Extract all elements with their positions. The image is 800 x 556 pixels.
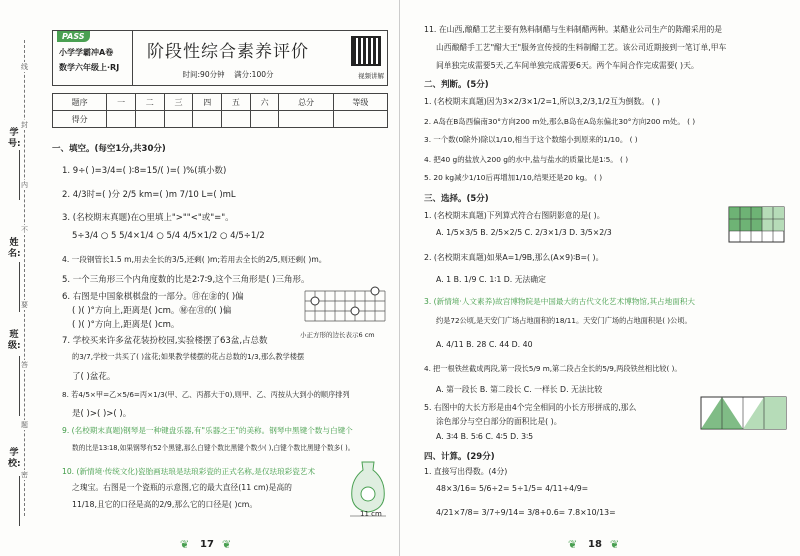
name-label: 姓名:	[8, 238, 21, 259]
table-cell: 四	[193, 94, 222, 111]
page-number: 18	[588, 539, 602, 550]
question-line: A. 1 B. 1/9 C. 1∶1 D. 无法确定	[436, 275, 546, 284]
page-title: 阶段性综合素养评价	[147, 42, 309, 62]
question-line: 9. (名校期末真题)钢琴是一种键盘乐器,有"乐器之王"的美称。钢琴中黑键个数与白键个	[62, 426, 353, 435]
question-line: 4/21×7/8= 3/7÷9/14= 3/8+0.6= 7.8×10/13=	[436, 508, 616, 517]
table-cell: 题序	[53, 94, 107, 111]
grade-label: 数学六年级上·RJ	[59, 63, 120, 72]
score-cell[interactable]	[250, 111, 279, 128]
question-line: 5. 右图中的大长方形是由4个完全相同的小长方形拼成的,那么	[424, 403, 637, 412]
score-cell[interactable]	[279, 111, 333, 128]
cut-text: 内	[21, 181, 28, 189]
score-cell[interactable]	[193, 111, 222, 128]
binding-line	[24, 40, 25, 516]
question-line: 6. 右图是中国象棋棋盘的一部分。㊊在㊎的( )偏	[62, 292, 244, 302]
question-line: 数的比是13∶18,如果钢琴有52个黑键,那么白键个数比黑键个数少( ),白键个数比黑键个数多( )。	[72, 444, 355, 452]
question-line: 2. (名校期末真题)如果A=1/9B,那么(A×9)∶B=( )。	[424, 253, 604, 262]
series-name: 小学学霸冲A卷	[59, 48, 114, 57]
section-heading: 三、选择。(5分)	[424, 194, 489, 204]
score-cell[interactable]	[107, 111, 136, 128]
question-line: A. 1/5×3/5 B. 2/5×2/5 C. 2/3×1/3 D. 3/5×2/3	[436, 228, 612, 237]
table-cell: 五	[222, 94, 251, 111]
question-line: 3. 一个数(0除外)除以1/10,相当于这个数缩小到原来的1/10。 ( )	[424, 135, 638, 144]
page-ornament-icon: ❦	[610, 538, 620, 551]
question-line: 1. 直接写出得数。(4分)	[424, 467, 508, 476]
chessboard-grid	[305, 291, 385, 321]
score-cell[interactable]	[135, 111, 164, 128]
right-page	[400, 0, 800, 556]
cut-text: 题	[21, 421, 28, 429]
chess-piece-icon	[351, 307, 359, 315]
question-line: 5. 一个三角形三个内角度数的比是2∶7∶9,这个三角形是( )三角形。	[62, 275, 310, 285]
score-cell[interactable]	[333, 111, 387, 128]
score-value-row	[53, 111, 388, 128]
question-line: A. 3∶4 B. 5∶6 C. 4∶5 D. 3∶5	[436, 432, 534, 441]
figure-caption: 小正方形的边长表示6 cm	[300, 331, 375, 339]
cut-text: 密	[21, 471, 28, 479]
question-line: 是( )>( )>( )。	[72, 409, 132, 419]
qr-code-icon[interactable]	[351, 36, 381, 66]
question-line: 5. 20 kg减少1/10后再增加1/10,结果还是20 kg。 ( )	[424, 173, 603, 182]
question-line: 约是72公顷,是天安门广场占地面积的18/11。天安门广场的占地面积是( )公顷。	[436, 316, 692, 325]
chess-piece-icon	[371, 287, 379, 295]
binding-margin	[0, 0, 50, 556]
full-score: 满分:100分	[234, 70, 274, 79]
question-line: 3. (新情境·人文素养)故宫博物院是中国最大的古代文化艺术博物馆,其占地面积大	[424, 297, 696, 306]
question-line: 3. (名校期末真题)在○里填上">""<"或"="。	[62, 213, 234, 223]
vase-caption: 11 cm	[360, 510, 382, 518]
table-cell: 一	[107, 94, 136, 111]
question-line: 11. 在山西,酿醋工艺主要有熟料制醋与生料制醋两种。某醋业公司生产的陈醋采用的是	[424, 25, 723, 34]
question-line: 4. 一段钢管长1.5 m,用去全长的3/5,还剩( )m;若用去全长的2/5,则还剩( )m。	[62, 255, 327, 264]
score-table	[52, 93, 388, 128]
cut-text: 线	[21, 63, 28, 71]
brand-logo: PASS	[57, 31, 90, 42]
table-cell: 六	[250, 94, 279, 111]
table-cell: 总分	[279, 94, 333, 111]
table-cell: 等级	[333, 94, 387, 111]
exam-meta	[143, 69, 313, 80]
cut-text: 要	[21, 301, 28, 309]
score-header-row	[53, 94, 388, 111]
exam-header	[52, 30, 388, 86]
school-label: 学校:	[8, 448, 21, 469]
question-line: ( )( )°方向上,距离是( )cm。	[72, 320, 180, 330]
question-line: 2. A岛在B岛西偏南30°方向200 m处,那么B岛在A岛东偏北30°方向200 m处。 ( )	[424, 117, 696, 126]
score-cell[interactable]	[164, 111, 193, 128]
question-line: 1. (名校期末真题)因为3×2/3×1/2=1,所以3,2/3,1/2互为倒数。 ( )	[424, 97, 661, 106]
student-id-label: 学号:	[8, 128, 21, 149]
shaded-grid-figure	[728, 206, 788, 246]
qr-label: 视频讲解	[358, 72, 384, 80]
page-number: 17	[200, 539, 214, 550]
question-line: ( )( )°方向上,距离是( )cm。㊙在㊊的( )偏	[72, 306, 232, 316]
table-cell: 三	[164, 94, 193, 111]
score-cell[interactable]	[222, 111, 251, 128]
page-ornament-icon: ❦	[222, 538, 232, 551]
series-box	[53, 31, 133, 85]
cut-text: 答	[21, 361, 28, 369]
question-line: 5÷3/4 ○ 5 5/4×1/4 ○ 5/4 4/5×1/2 ○ 4/5÷1/2	[72, 231, 265, 241]
question-line: 之瑰宝。右图是一个瓷瓶的示意图,它的最大直径(11 cm)是高的	[72, 483, 292, 492]
section-heading: 一、填空。(每空1分,共30分)	[52, 144, 166, 154]
chessboard-figure	[300, 286, 390, 336]
student-id-field[interactable]	[19, 150, 20, 200]
question-line: 7. 学校买来许多盆花装扮校园,实验楼摆了63盆,占总数	[62, 336, 268, 346]
name-field[interactable]	[19, 262, 20, 312]
question-line: 1. (名校期末真题)下列算式符合右图阴影意的是( )。	[424, 211, 605, 220]
question-line: A. 第一段长 B. 第二段长 C. 一样长 D. 无法比较	[436, 385, 603, 394]
chess-piece-icon	[311, 297, 319, 305]
rectangle-figure	[700, 396, 790, 436]
question-line: 8. 若4/5×甲=乙×5/6=丙×1/3(甲、乙、丙都大于0),则甲、乙、丙按从大到小的顺序排列	[62, 390, 350, 399]
class-field[interactable]	[19, 356, 20, 416]
class-label: 班级:	[8, 330, 21, 351]
question-line: 10. (新情境·传统文化)瓷胎画珐琅是珐琅彩瓷的正式名称,是仅珐琅彩瓷艺术	[62, 467, 316, 476]
question-line: 48×3/16= 5/6÷2= 5÷1/5= 4/11÷4/9=	[436, 484, 589, 493]
section-heading: 二、判断。(5分)	[424, 80, 489, 90]
cut-text: 封	[21, 121, 28, 129]
page-ornament-icon: ❦	[568, 538, 578, 551]
question-line: 2. 4/3时=( )分 2/5 km=( )m 7/10 L=( )mL	[62, 190, 236, 200]
question-line: 4. 把一根铁丝截成两段,第一段长5/9 m,第二段占全长的5/9,两段铁丝相比较( )。	[424, 364, 682, 373]
question-line: 了( )盆花。	[72, 372, 116, 382]
cut-text: 不	[21, 226, 28, 234]
question-line: A. 4/11 B. 28 C. 44 D. 40	[436, 340, 533, 349]
time-limit: 时间:90分钟	[182, 70, 225, 79]
section-heading: 四、计算。(29分)	[424, 452, 495, 462]
school-field[interactable]	[19, 476, 20, 526]
table-cell: 得分	[53, 111, 107, 128]
question-line: 1. 9÷( )=3/4=( )∶8=15/( )=( )%(填小数)	[62, 166, 227, 176]
question-line: 的3/7,学校一共买了( )盆花;如果教学楼摆的花占总数的1/3,那么教学楼摆	[72, 352, 305, 361]
table-cell: 二	[135, 94, 164, 111]
question-line: 11/18,且它的口径是高的2/9,那么它的口径是( )cm。	[72, 500, 258, 509]
page-ornament-icon: ❦	[180, 538, 190, 551]
question-line: 4. 把40 g的盐放入200 g的水中,盐与盐水的质量比是1∶5。 ( )	[424, 155, 629, 164]
question-line: 涂色部分与空白部分的面积比是( )。	[436, 417, 562, 426]
question-line: 间单独完成需要5天,乙车间单独完成需要6天。两个车间合作完成需要( )天。	[436, 61, 699, 70]
question-line: 山西酿醋手工艺"醋大王"服务宣传授的生料制醋工艺。该公司近期接到一笔订单,甲车	[436, 43, 727, 52]
